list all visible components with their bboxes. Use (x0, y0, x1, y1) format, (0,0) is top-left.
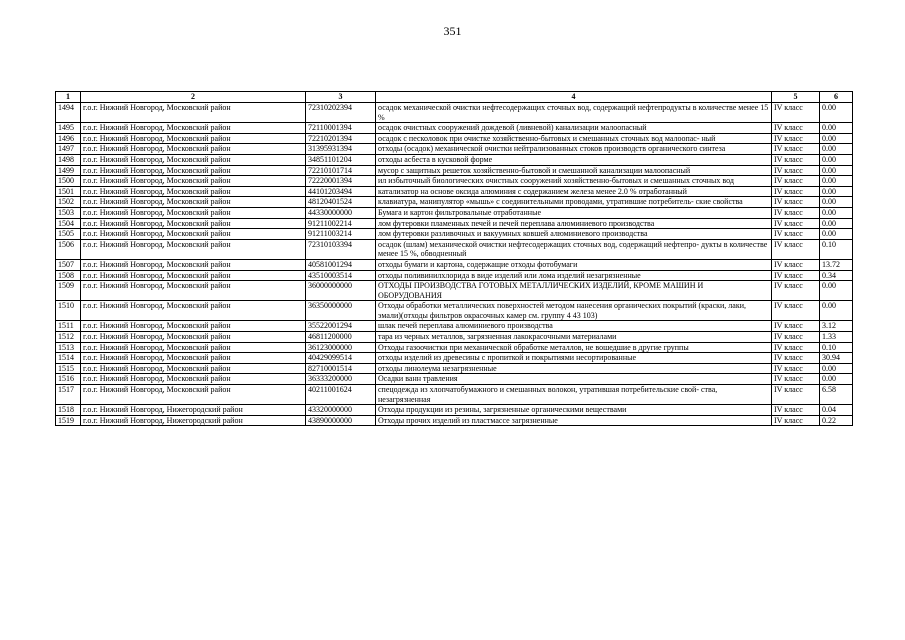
table-row (56, 229, 853, 240)
table-row (56, 281, 853, 301)
waste-description: отходы линолеума незагрязненные (376, 363, 772, 374)
row-number: 1516 (56, 374, 81, 385)
waste-description: отходы бумаги и картона, содержащие отходы фотобумаги (376, 259, 772, 270)
row-number: 1507 (56, 259, 81, 270)
amount: 0.00 (820, 363, 853, 374)
hazard-class: IV класс (772, 332, 820, 343)
amount: 0.00 (820, 186, 853, 197)
location: г.о.г. Нижний Новгород, Московский район (81, 270, 306, 281)
table-row (56, 165, 853, 176)
location: г.о.г. Нижний Новгород, Московский район (81, 363, 306, 374)
row-number: 1514 (56, 353, 81, 364)
waste-description: отходы поливинилхлорида в виде изделий или лома изделий незагрязненные (376, 270, 772, 281)
waste-code: 36000000000 (306, 281, 376, 301)
amount: 0.22 (820, 415, 853, 426)
amount: 0.04 (820, 405, 853, 416)
location: г.о.г. Нижний Новгород, Московский район (81, 353, 306, 364)
amount: 0.10 (820, 342, 853, 353)
row-number: 1509 (56, 281, 81, 301)
hazard-class: IV класс (772, 186, 820, 197)
hazard-class: IV класс (772, 405, 820, 416)
amount: 6.58 (820, 385, 853, 405)
waste-description: лом футеровки разливочных и вакуумных ковшей алюминиевого производства (376, 229, 772, 240)
waste-code: 43890000000 (306, 415, 376, 426)
waste-code: 91211003214 (306, 229, 376, 240)
hazard-class: IV класс (772, 342, 820, 353)
hazard-class: IV класс (772, 103, 820, 123)
amount: 0.00 (820, 281, 853, 301)
table-row (56, 186, 853, 197)
header-row (56, 92, 853, 103)
waste-description: осадок с песколовок при очистке хозяйственно-бытовых и смешанных сточных вод малоопас- ный (376, 133, 772, 144)
table-row (56, 133, 853, 144)
table-row (56, 270, 853, 281)
amount: 0.00 (820, 165, 853, 176)
waste-code: 31395931394 (306, 144, 376, 155)
location: г.о.г. Нижний Новгород, Московский район (81, 281, 306, 301)
row-number: 1511 (56, 321, 81, 332)
waste-description: осадок очистных сооружений дождевой (ливневой) канализации малоопасный (376, 123, 772, 134)
amount: 0.00 (820, 218, 853, 229)
row-number: 1517 (56, 385, 81, 405)
waste-code: 72210201394 (306, 133, 376, 144)
waste-code: 72310202394 (306, 103, 376, 123)
hazard-class: IV класс (772, 197, 820, 208)
row-number: 1510 (56, 301, 81, 321)
amount: 0.00 (820, 229, 853, 240)
waste-description: Отходы продукции из резины, загрязненные органическими веществами (376, 405, 772, 416)
amount: 0.10 (820, 239, 853, 259)
hazard-class: IV класс (772, 259, 820, 270)
waste-description: осадок механической очистки нефтесодержащих сточных вод, содержащий нефтепродукты в количестве менее 15 % (376, 103, 772, 123)
location: г.о.г. Нижний Новгород, Московский район (81, 133, 306, 144)
table-row (56, 123, 853, 134)
waste-description: Отходы обработки металлических поверхностей методом нанесения органических покрытий (краски, лаки, эмали)(отходы фильтров окрасочных камер см. группу 4 43 103) (376, 301, 772, 321)
waste-code: 72210101714 (306, 165, 376, 176)
waste-code: 82710001514 (306, 363, 376, 374)
waste-code: 44101203494 (306, 186, 376, 197)
header-col-3: 3 (306, 92, 376, 103)
table-row (56, 321, 853, 332)
table-row (56, 301, 853, 321)
hazard-class: IV класс (772, 385, 820, 405)
waste-code: 72110001394 (306, 123, 376, 134)
location: г.о.г. Нижний Новгород, Московский район (81, 374, 306, 385)
amount: 0.00 (820, 154, 853, 165)
hazard-class: IV класс (772, 281, 820, 301)
location: г.о.г. Нижний Новгород, Московский район (81, 229, 306, 240)
amount: 0.00 (820, 176, 853, 187)
table-row (56, 239, 853, 259)
location: г.о.г. Нижний Новгород, Московский район (81, 186, 306, 197)
location: г.о.г. Нижний Новгород, Московский район (81, 165, 306, 176)
amount: 0.00 (820, 197, 853, 208)
table-row (56, 342, 853, 353)
row-number: 1499 (56, 165, 81, 176)
hazard-class: IV класс (772, 144, 820, 155)
waste-code: 34851101204 (306, 154, 376, 165)
amount: 0.34 (820, 270, 853, 281)
waste-description: лом футеровки пламенных печей и печей переплава алюминиевого производства (376, 218, 772, 229)
waste-code: 46811200000 (306, 332, 376, 343)
amount: 0.00 (820, 374, 853, 385)
waste-code: 40429099514 (306, 353, 376, 364)
row-number: 1506 (56, 239, 81, 259)
location: г.о.г. Нижний Новгород, Московский район (81, 218, 306, 229)
location: г.о.г. Нижний Новгород, Московский район (81, 342, 306, 353)
row-number: 1518 (56, 405, 81, 416)
waste-code: 72310103394 (306, 239, 376, 259)
table-row (56, 405, 853, 416)
table-row (56, 374, 853, 385)
waste-code: 36333200000 (306, 374, 376, 385)
location: г.о.г. Нижний Новгород, Московский район (81, 385, 306, 405)
hazard-class: IV класс (772, 154, 820, 165)
waste-description: ОТХОДЫ ПРОИЗВОДСТВА ГОТОВЫХ МЕТАЛЛИЧЕСКИХ ИЗДЕЛИЙ, КРОМЕ МАШИН И ОБОРУДОВАНИЯ (376, 281, 772, 301)
amount: 0.00 (820, 144, 853, 155)
waste-description: отходы изделий из древесины с пропиткой и покрытиями несортированные (376, 353, 772, 364)
row-number: 1497 (56, 144, 81, 155)
row-number: 1498 (56, 154, 81, 165)
waste-registry-table (55, 91, 853, 426)
waste-description: Отходы газоочистки при механической обработке металлов, не вошедшие в другие группы (376, 342, 772, 353)
table-row (56, 218, 853, 229)
waste-description: мусор с защитных решеток хозяйственно-бытовой и смешанной канализации малоопасный (376, 165, 772, 176)
header-col-5: 5 (772, 92, 820, 103)
waste-description: Бумага и картон фильтровальные отработанные (376, 207, 772, 218)
location: г.о.г. Нижний Новгород, Московский район (81, 123, 306, 134)
header-col-1: 1 (56, 92, 81, 103)
table-row (56, 332, 853, 343)
hazard-class: IV класс (772, 133, 820, 144)
table-row (56, 176, 853, 187)
table-row (56, 385, 853, 405)
table-row (56, 353, 853, 364)
page-number: 351 (443, 24, 462, 38)
location: г.о.г. Нижний Новгород, Московский район (81, 301, 306, 321)
amount: 0.00 (820, 133, 853, 144)
amount: 0.00 (820, 207, 853, 218)
table-body (56, 103, 853, 426)
location: г.о.г. Нижний Новгород, Московский район (81, 239, 306, 259)
row-number: 1513 (56, 342, 81, 353)
hazard-class: IV класс (772, 321, 820, 332)
hazard-class: IV класс (772, 176, 820, 187)
waste-description: Осадки ванн травления (376, 374, 772, 385)
row-number: 1502 (56, 197, 81, 208)
table-row (56, 259, 853, 270)
waste-description: спецодежда из хлопчатобумажного и смешанных волокон, утратившая потребительские свой- ства, незагрязненная (376, 385, 772, 405)
hazard-class: IV класс (772, 301, 820, 321)
row-number: 1515 (56, 363, 81, 374)
table-row (56, 415, 853, 426)
amount: 0.00 (820, 103, 853, 123)
waste-code: 36123000000 (306, 342, 376, 353)
row-number: 1494 (56, 103, 81, 123)
waste-code: 43510003514 (306, 270, 376, 281)
waste-code: 35522001294 (306, 321, 376, 332)
location: г.о.г. Нижний Новгород, Нижегородский район (81, 415, 306, 426)
waste-description: Отходы прочих изделий из пластмассе загрязненные (376, 415, 772, 426)
location: г.о.г. Нижний Новгород, Московский район (81, 197, 306, 208)
waste-code: 48120401524 (306, 197, 376, 208)
hazard-class: IV класс (772, 218, 820, 229)
location: г.о.г. Нижний Новгород, Московский район (81, 259, 306, 270)
waste-code: 91211002214 (306, 218, 376, 229)
waste-code: 40211001624 (306, 385, 376, 405)
hazard-class: IV класс (772, 207, 820, 218)
row-number: 1496 (56, 133, 81, 144)
location: г.о.г. Нижний Новгород, Московский район (81, 207, 306, 218)
waste-description: тара из черных металлов, загрязненная лакокрасочными материалами (376, 332, 772, 343)
row-number: 1495 (56, 123, 81, 134)
hazard-class: IV класс (772, 415, 820, 426)
row-number: 1505 (56, 229, 81, 240)
row-number: 1519 (56, 415, 81, 426)
hazard-class: IV класс (772, 229, 820, 240)
hazard-class: IV класс (772, 239, 820, 259)
waste-code: 43320000000 (306, 405, 376, 416)
header-col-4: 4 (376, 92, 772, 103)
amount: 13.72 (820, 259, 853, 270)
waste-description: отходы асбеста в кусковой форме (376, 154, 772, 165)
row-number: 1504 (56, 218, 81, 229)
waste-description: шлак печей переплава алюминиевого производства (376, 321, 772, 332)
hazard-class: IV класс (772, 165, 820, 176)
waste-description: катализатор на основе оксида алюминия с содержанием железа менее 2.0 % отработанный (376, 186, 772, 197)
location: г.о.г. Нижний Новгород, Московский район (81, 176, 306, 187)
location: г.о.г. Нижний Новгород, Московский район (81, 144, 306, 155)
row-number: 1500 (56, 176, 81, 187)
row-number: 1503 (56, 207, 81, 218)
amount: 0.00 (820, 123, 853, 134)
table-row (56, 144, 853, 155)
amount: 1.33 (820, 332, 853, 343)
table-row (56, 207, 853, 218)
waste-description: осадок (шлам) механической очистки нефтесодержащих сточных вод, содержащий нефтепро- дукты в количестве менее 15 %, обводненный (376, 239, 772, 259)
table-row (56, 154, 853, 165)
waste-code: 44330000000 (306, 207, 376, 218)
hazard-class: IV класс (772, 123, 820, 134)
hazard-class: IV класс (772, 374, 820, 385)
hazard-class: IV класс (772, 353, 820, 364)
waste-code: 40581001294 (306, 259, 376, 270)
row-number: 1508 (56, 270, 81, 281)
hazard-class: IV класс (772, 363, 820, 374)
waste-code: 36350000000 (306, 301, 376, 321)
amount: 3.12 (820, 321, 853, 332)
waste-description: клавиатура, манипулятор «мышь» с соединительными проводами, утратившие потребитель- ские свойства (376, 197, 772, 208)
waste-description: ил избыточный биологических очистных сооружений хозяйственно-бытовых и смешанных сточных вод (376, 176, 772, 187)
location: г.о.г. Нижний Новгород, Московский район (81, 154, 306, 165)
hazard-class: IV класс (772, 270, 820, 281)
location: г.о.г. Нижний Новгород, Московский район (81, 321, 306, 332)
table-row (56, 103, 853, 123)
row-number: 1501 (56, 186, 81, 197)
table-row (56, 197, 853, 208)
row-number: 1512 (56, 332, 81, 343)
header-col-2: 2 (81, 92, 306, 103)
amount: 30.94 (820, 353, 853, 364)
waste-code: 72220001394 (306, 176, 376, 187)
table-row (56, 363, 853, 374)
header-col-6: 6 (820, 92, 853, 103)
location: г.о.г. Нижний Новгород, Московский район (81, 103, 306, 123)
amount: 0.00 (820, 301, 853, 321)
waste-description: отходы (осадок) механической очистки нейтрализованных стоков производств органического синтеза (376, 144, 772, 155)
location: г.о.г. Нижний Новгород, Московский район (81, 332, 306, 343)
location: г.о.г. Нижний Новгород, Нижегородский район (81, 405, 306, 416)
